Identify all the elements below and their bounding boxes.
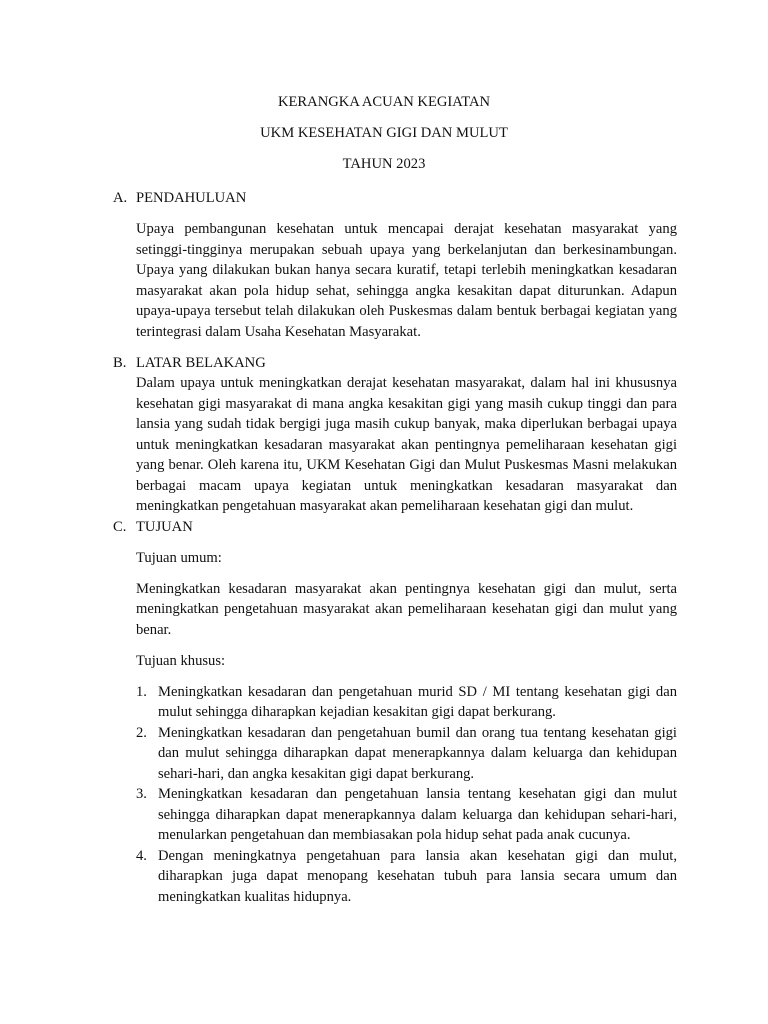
specific-goal-label: Tujuan khusus: xyxy=(136,652,226,669)
title-line-2: UKM KESEHATAN GIGI DAN MULUT xyxy=(260,125,508,141)
section-heading xyxy=(113,353,677,374)
section-letter: A. xyxy=(113,190,128,206)
list-item xyxy=(136,784,677,846)
specific-goal-list xyxy=(136,682,677,908)
section-pendahuluan xyxy=(113,188,677,342)
section-letter: C. xyxy=(113,518,127,535)
title-line-3: TAHUN 2023 xyxy=(342,156,426,172)
section-heading xyxy=(113,517,677,538)
list-item-number: 1. xyxy=(136,683,147,700)
list-item xyxy=(136,846,677,908)
document-content xyxy=(113,188,677,907)
list-item-text: Meningkatkan kesadaran dan pengetahuan murid SD / MI tentang kesehatan gigi dan mulut sehingga diharapkan kejadian kesakitan gigi dapat berkurang. xyxy=(158,683,677,720)
section-body xyxy=(136,373,677,517)
section-heading xyxy=(113,188,677,209)
list-item-text: Dengan meningkatnya pengetahuan para lansia akan kesehatan gigi dan mulut, diharapkan juga dapat menopang kesehatan tubuh para lansia secara umum dan meningkatkan kualitas hidupnya. xyxy=(158,847,677,905)
section-body xyxy=(136,219,677,342)
section-latar-belakang xyxy=(113,353,677,517)
paragraph: Dalam upaya untuk meningkatkan derajat kesehatan masyarakat, dalam hal ini khususnya kesehatan gigi masyarakat di mana angka kesakitan gigi yang masih cukup tinggi dan para lansia yang sudah tidak bergigi juga masih cukup banyak, maka diperlukan berbagai upaya untuk meningkatkan kesadaran masyarakat akan pentingnya pemeliharaan kesehatan gigi yang benar. Oleh karena itu, UKM Kesehatan Gigi dan Mulut Puskesmas Masni melakukan berbagai macam upaya kegiatan untuk meningkatkan kesadaran masyarakat dan meningkatkan pengetahuan masyarakat akan pemeliharaan kesehatan gigi dan mulut. xyxy=(136,375,677,514)
list-item-number: 3. xyxy=(136,786,147,802)
section-tujuan xyxy=(113,517,677,908)
section-title: LATAR BELAKANG xyxy=(136,354,266,371)
document-title-block xyxy=(0,92,768,175)
paragraph: Upaya pembangunan kesehatan untuk mencapai derajat kesehatan masyarakat yang setinggi-tingginya merupakan sebuah upaya yang berkelanjutan dan berkesinambungan. Upaya yang dilakukan bukan hanya secara kuratif, tetapi terlebih meningkatkan kesadaran masyarakat akan pola hidup sehat, sehingga angka kesakitan dapat diturunkan. Adapun upaya-upaya tersebut telah dilakukan oleh Puskesmas dalam bentuk berbagai kegiatan yang terintegrasi dalam Usaha Kesehatan Masyarakat. xyxy=(136,221,677,340)
general-goal-text: Meningkatkan kesadaran masyarakat akan pentingnya kesehatan gigi dan mulut, serta meningkatkan pengetahuan masyarakat akan pemeliharaan kesehatan gigi dan mulut yang benar. xyxy=(136,580,677,638)
title-line-1: KERANGKA ACUAN KEGIATAN xyxy=(277,94,491,110)
list-item xyxy=(136,723,677,785)
list-item-text: Meningkatkan kesadaran dan pengetahuan lansia tentang kesehatan gigi dan mulut sehingga diharapkan dapat menerapkannya dalam keluarga dan kehidupan sehari-hari, menularkan pengetahuan dan membiasakan pola hidup sehat pada anak cucunya. xyxy=(158,786,677,843)
section-letter: B. xyxy=(113,354,127,371)
list-item-number: 2. xyxy=(136,724,147,741)
section-title: TUJUAN xyxy=(136,518,193,535)
general-goal-label: Tujuan umum: xyxy=(136,549,222,566)
section-title: PENDAHULUAN xyxy=(136,190,247,206)
list-item-number: 4. xyxy=(136,847,147,864)
list-item xyxy=(136,682,677,723)
section-body xyxy=(136,548,677,672)
list-item-text: Meningkatkan kesadaran dan pengetahuan bumil dan orang tua tentang kesehatan gigi dan mulut sehingga diharapkan dapat menerapkannya dalam keluarga dan kehidupan sehari-hari, dan angka kesakitan gigi dapat berkurang. xyxy=(158,724,677,782)
